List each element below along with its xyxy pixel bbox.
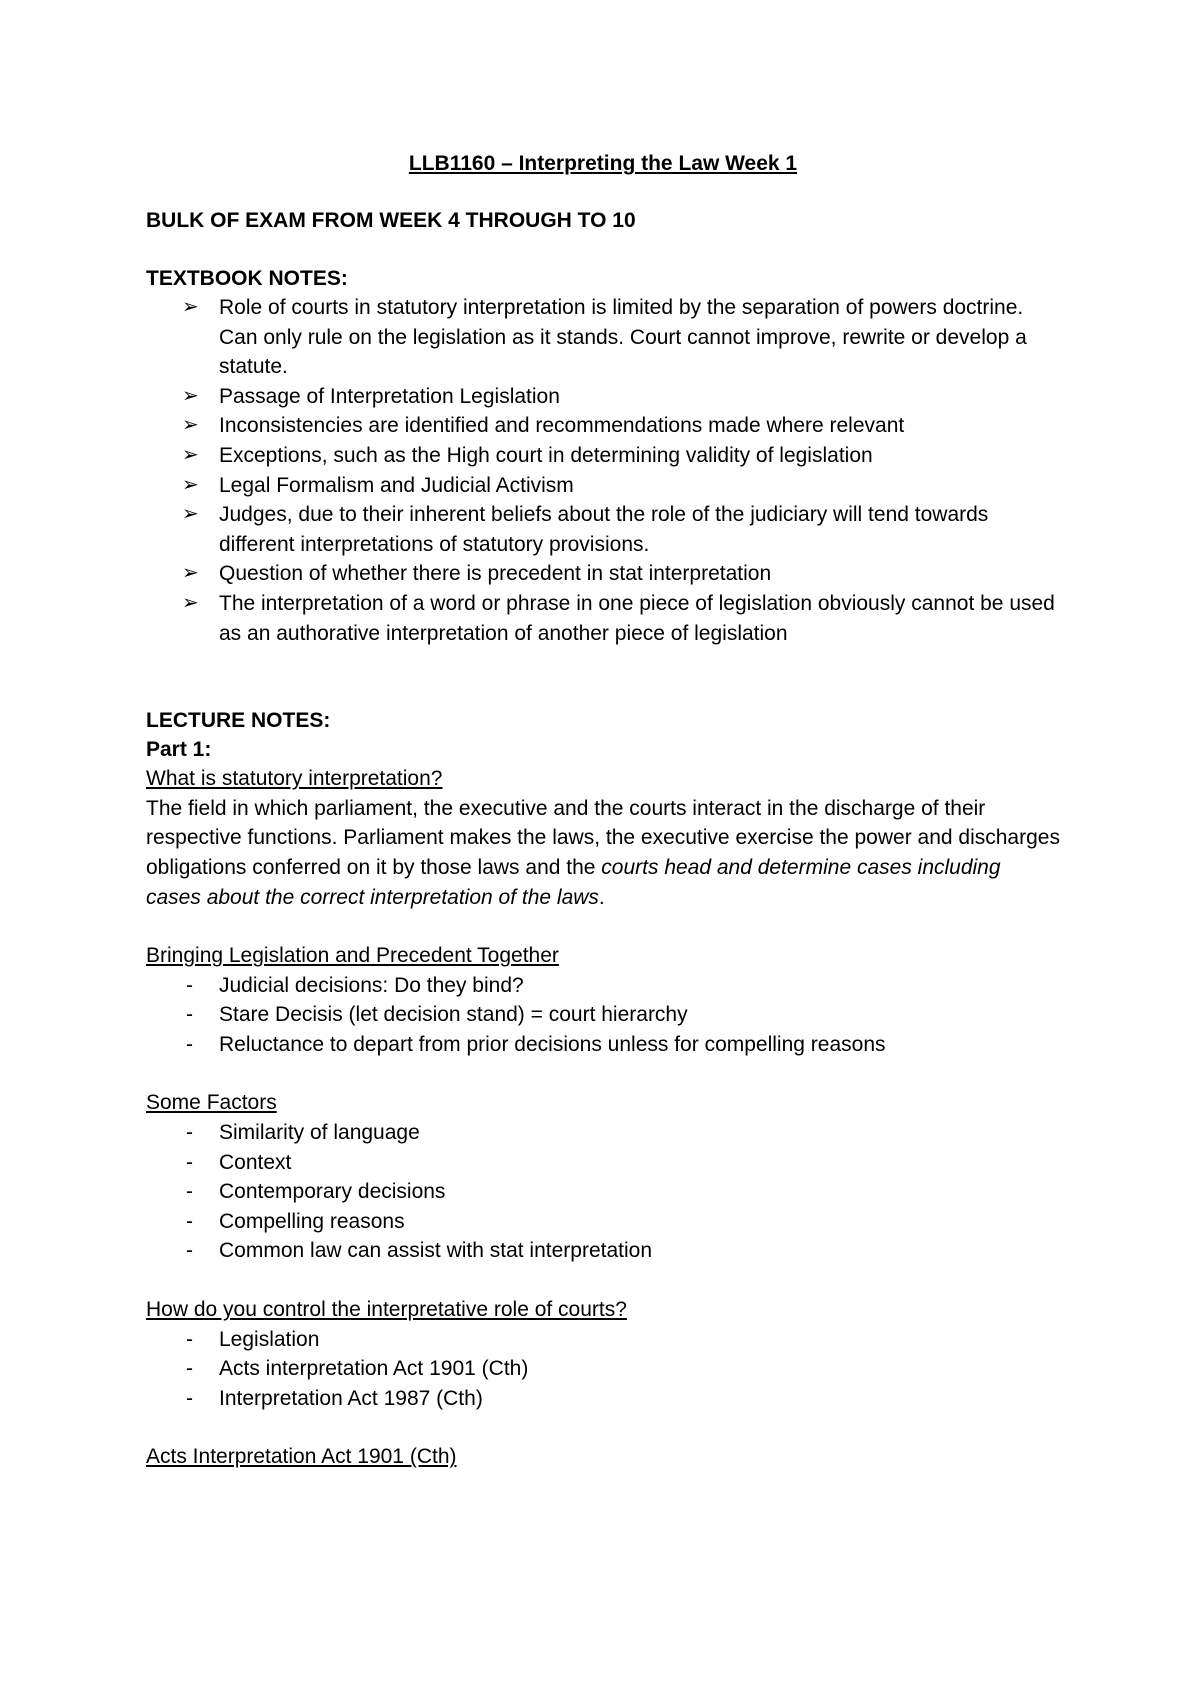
list-item-text: Common law can assist with stat interpretation bbox=[219, 1239, 653, 1263]
arrowhead-bullet-icon: ➢ bbox=[182, 414, 199, 437]
textbook-note-text: Question of whether there is precedent in stat interpretation bbox=[219, 562, 772, 586]
dash-bullet: - bbox=[186, 1121, 193, 1145]
section-heading-what-is-statutory-interpretation: What is statutory interpretation? bbox=[146, 767, 443, 791]
textbook-note-item bbox=[146, 559, 1060, 589]
textbook-note-text: The interpretation of a word or phrase in one piece of legislation obviously cannot be used as an authorative interpretation of another piece of legislation bbox=[219, 591, 1055, 645]
textbook-note-text: Legal Formalism and Judicial Activism bbox=[219, 473, 574, 497]
list-item-text: Acts interpretation Act 1901 (Cth) bbox=[219, 1357, 529, 1381]
dash-bullet: - bbox=[186, 1386, 193, 1410]
list-item-text: Legislation bbox=[219, 1327, 320, 1351]
arrowhead-bullet-icon: ➢ bbox=[182, 591, 199, 614]
list-item-text: Similarity of language bbox=[219, 1121, 420, 1145]
textbook-note-item bbox=[146, 382, 1060, 412]
list-item bbox=[146, 1325, 1060, 1355]
part-heading: Part 1: bbox=[146, 738, 212, 762]
list-item-text: Judicial decisions: Do they bind? bbox=[219, 973, 524, 997]
textbook-notes-heading: TEXTBOOK NOTES: bbox=[146, 267, 348, 290]
textbook-note-item bbox=[146, 411, 1060, 441]
arrowhead-bullet-icon: ➢ bbox=[182, 473, 199, 496]
definition-end: . bbox=[598, 885, 605, 909]
textbook-note-text: Inconsistencies are identified and recommendations made where relevant bbox=[219, 414, 905, 438]
arrowhead-bullet-icon: ➢ bbox=[182, 384, 199, 407]
page-title: LLB1160 – Interpreting the Law Week 1 bbox=[408, 152, 798, 175]
dash-bullet: - bbox=[186, 1239, 193, 1263]
textbook-note-item bbox=[146, 293, 1060, 382]
textbook-note-text: Passage of Interpretation Legislation bbox=[219, 384, 560, 408]
exam-note: BULK OF EXAM FROM WEEK 4 THROUGH TO 10 bbox=[146, 209, 636, 232]
dash-bullet: - bbox=[186, 1180, 193, 1204]
dash-bullet: - bbox=[186, 973, 193, 997]
list-item bbox=[146, 1177, 1060, 1207]
bringing-legislation-list bbox=[146, 971, 1060, 1060]
dash-bullet: - bbox=[186, 1357, 193, 1381]
arrowhead-bullet-icon: ➢ bbox=[182, 503, 199, 526]
definition-text: The field in which parliament, the executive and the courts interact in the discharge of their respective functions. Parliament makes the laws, the executive exercise the power and discharges obligations conferred on it by those laws and the bbox=[146, 796, 1060, 879]
dash-bullet: - bbox=[186, 1327, 193, 1351]
textbook-note-item bbox=[146, 500, 1060, 559]
dash-bullet: - bbox=[186, 1150, 193, 1174]
textbook-notes-list bbox=[146, 293, 1060, 648]
textbook-note-item bbox=[146, 471, 1060, 501]
list-item-text: Context bbox=[219, 1150, 292, 1174]
some-factors-list bbox=[146, 1118, 1060, 1266]
textbook-note-text: Judges, due to their inherent beliefs about the role of the judiciary will tend towards different interpretations of statutory provisions. bbox=[219, 503, 989, 556]
list-item bbox=[146, 1384, 1060, 1414]
list-item-text: Contemporary decisions bbox=[219, 1180, 446, 1204]
list-item bbox=[146, 1354, 1060, 1384]
arrowhead-bullet-icon: ➢ bbox=[182, 296, 199, 318]
arrowhead-bullet-icon: ➢ bbox=[182, 562, 199, 585]
section-heading-some-factors: Some Factors bbox=[146, 1091, 277, 1115]
list-item bbox=[146, 1148, 1060, 1178]
list-item bbox=[146, 1207, 1060, 1237]
list-item-text: Stare Decisis (let decision stand) = court hierarchy bbox=[219, 1003, 688, 1027]
list-item-text: Reluctance to depart from prior decisions unless for compelling reasons bbox=[219, 1032, 886, 1056]
textbook-note-text: Role of courts in statutory interpretation is limited by the separation of powers doctrine. Can only rule on the legislation as it stands. Court cannot improve, rewrite or develop a statute. bbox=[219, 296, 1027, 379]
arrowhead-bullet-icon: ➢ bbox=[182, 443, 199, 466]
control-role-list bbox=[146, 1325, 1060, 1414]
lecture-notes-heading: LECTURE NOTES: bbox=[146, 709, 331, 733]
list-item-text: Interpretation Act 1987 (Cth) bbox=[219, 1386, 483, 1410]
definition-italic-text: courts head and determine cases including cases about the correct interpretation of the laws bbox=[146, 855, 1001, 909]
textbook-note-item bbox=[146, 589, 1060, 648]
section-heading-control-interpretative-role: How do you control the interpretative role of courts? bbox=[146, 1298, 627, 1322]
list-item-text: Compelling reasons bbox=[219, 1209, 405, 1233]
section-heading-acts-interpretation-act: Acts Interpretation Act 1901 (Cth) bbox=[146, 1445, 457, 1469]
list-item bbox=[146, 1030, 1060, 1060]
list-item bbox=[146, 1236, 1060, 1266]
section-heading-bringing-legislation: Bringing Legislation and Precedent Together bbox=[146, 944, 559, 968]
textbook-note-text: Exceptions, such as the High court in determining validity of legislation bbox=[219, 443, 873, 467]
list-item bbox=[146, 971, 1060, 1001]
dash-bullet: - bbox=[186, 1209, 193, 1233]
textbook-note-item bbox=[146, 441, 1060, 471]
list-item bbox=[146, 1118, 1060, 1148]
definition-paragraph bbox=[146, 794, 1060, 912]
dash-bullet: - bbox=[186, 1032, 193, 1056]
dash-bullet: - bbox=[186, 1003, 193, 1027]
list-item bbox=[146, 1000, 1060, 1030]
